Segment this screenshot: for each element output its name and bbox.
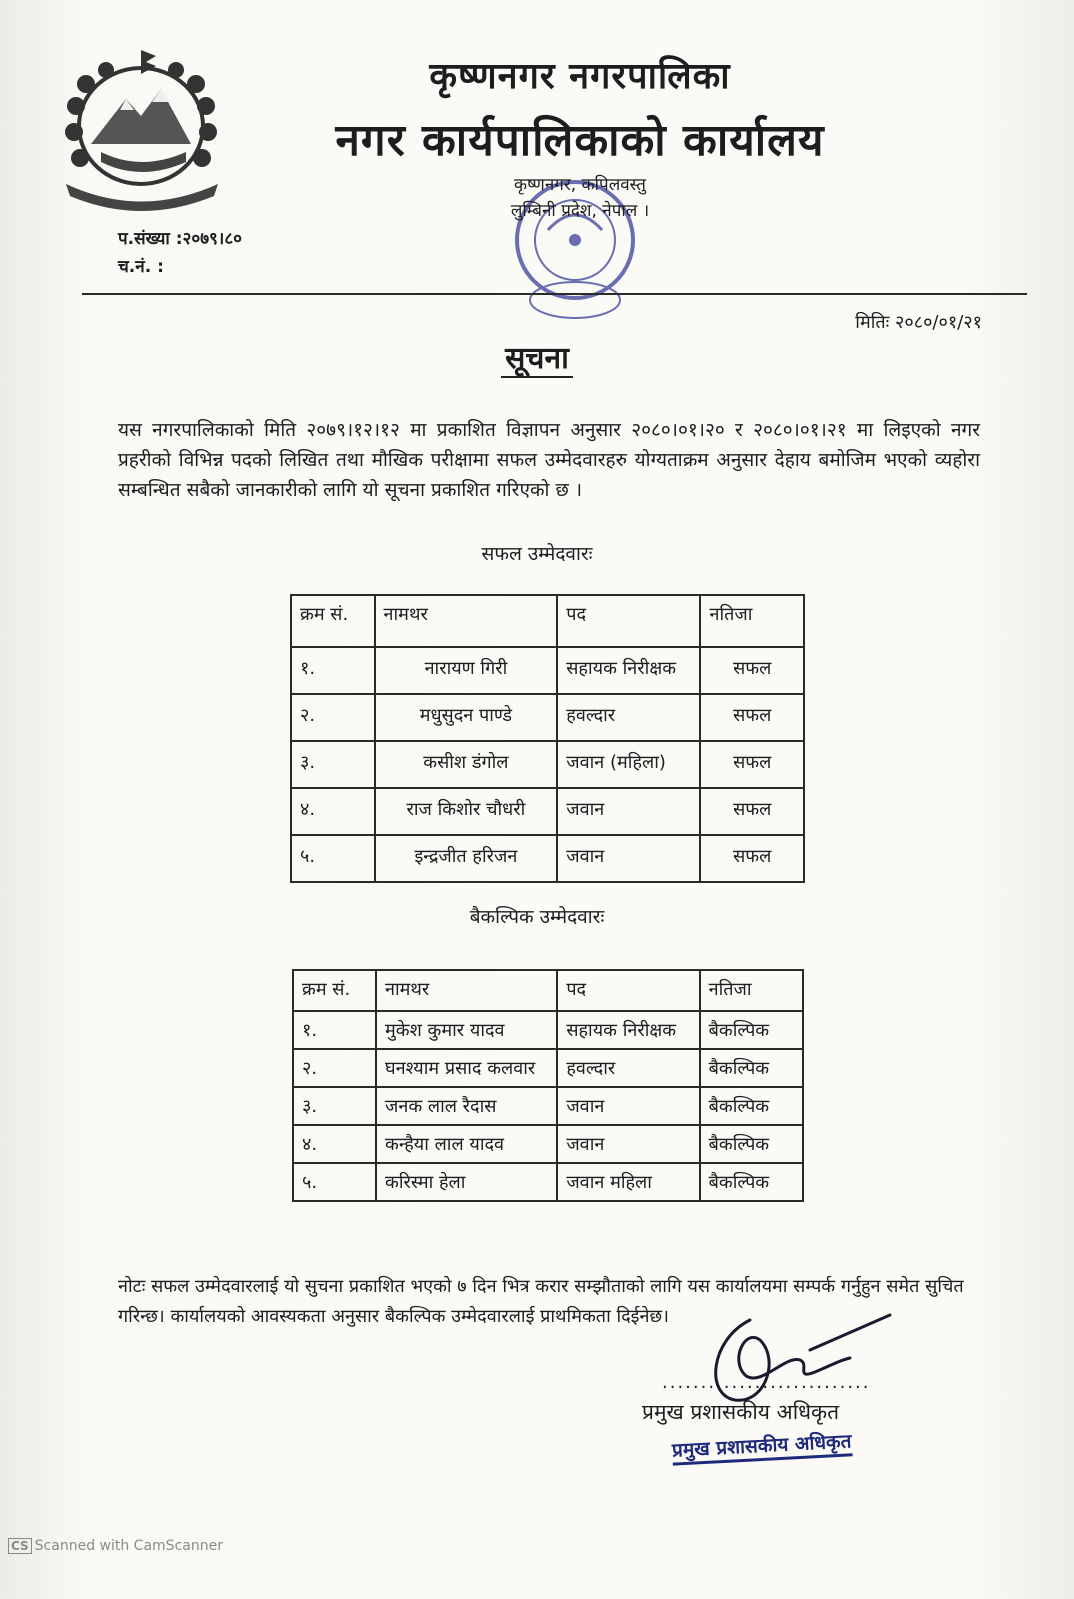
cell-post: जवान [557,788,700,835]
office-address [470,172,690,224]
col-post: पद [557,970,699,1011]
cell-result: सफल [700,741,804,788]
header-divider [82,293,1027,295]
notice-footnote: नोटः सफल उम्मेदवारलाई यो सुचना प्रकाशित भएको ७ दिन भित्र करार सम्झौताको लागि यस कार्यालयमा सम्पर्क गर्नुहुन समेत सुचित गरिन्छ। कार्यालयको आवस्यकता अनुसार बैकल्पिक उम्मेदवारलाई प्राथमिकता दिईनेछ। [118,1276,964,1327]
table-row [291,647,804,694]
cell-post: जवान (महिला) [557,741,700,788]
table-header-row [293,970,803,1011]
table-row [291,835,804,882]
cell-name: करिस्मा हेला [376,1163,557,1201]
address-line-2: लुम्बिनी प्रदेश, नेपाल । [510,201,650,221]
signature-dotted-line: ........................... [662,1372,871,1393]
reference-number: प.संख्या :२०७९।८० [118,229,243,249]
scanner-watermark [8,1538,223,1554]
col-name: नामथर [375,595,558,647]
cell-result: बैकल्पिक [700,1049,803,1087]
cell-serial: ५. [293,1163,376,1201]
cell-result: बैकल्पिक [700,1125,803,1163]
camscanner-icon: CS [8,1538,32,1554]
notice-date: मितिः २०८०/०१/२१ [855,312,982,333]
cell-result: सफल [700,835,804,882]
cell-name: जनक लाल रैदास [376,1087,557,1125]
handwritten-signature [690,1300,910,1410]
signatory-designation: प्रमुख प्रशासकीय अधिकृत [642,1400,840,1424]
office-name: नगर कार्यपालिकाको कार्यालय [335,115,825,166]
dispatch-number: च.नं. : [118,257,164,277]
col-post: पद [557,595,700,647]
col-serial: क्रम सं. [291,595,375,647]
successful-candidates-table [290,594,805,883]
cell-serial: ४. [291,788,375,835]
cell-serial: ३. [291,741,375,788]
cell-result: बैकल्पिक [700,1087,803,1125]
cell-name: मधुसुदन पाण्डे [375,694,558,741]
col-serial: क्रम सं. [293,970,376,1011]
table-row [293,1011,803,1049]
cell-serial: २. [293,1049,376,1087]
cell-name: इन्द्रजीत हरिजन [375,835,558,882]
table-header-row [291,595,804,647]
cell-post: सहायक निरीक्षक [557,647,700,694]
scanner-text: Scanned with CamScanner [34,1538,223,1554]
table-row [293,1049,803,1087]
cell-serial: १. [293,1011,376,1049]
cell-name: कसीश डंगोल [375,741,558,788]
col-name: नामथर [376,970,557,1011]
nepal-emblem-logo [46,44,236,214]
table-row [291,788,804,835]
cell-result: सफल [700,694,804,741]
cell-serial: ५. [291,835,375,882]
cell-result: बैकल्पिक [700,1011,803,1049]
cell-post: सहायक निरीक्षक [557,1011,699,1049]
alternate-candidates-table [292,969,804,1202]
designation-rubber-stamp: प्रमुख प्रशासकीय अधिकृत [671,1427,852,1465]
cell-post: जवान महिला [557,1163,699,1201]
cell-result: सफल [700,788,804,835]
notice-title-text: सूचना [501,341,573,378]
cell-name: कन्हैया लाल यादव [376,1125,557,1163]
cell-post: हवल्दार [557,694,700,741]
cell-name: नारायण गिरी [375,647,558,694]
col-result: नतिजा [700,595,804,647]
successful-heading: सफल उम्मेदवारः [481,543,593,565]
alternate-heading: बैकल्पिक उम्मेदवारः [469,906,605,928]
cell-post: जवान [557,835,700,882]
cell-name: मुकेश कुमार यादव [376,1011,557,1049]
cell-name: राज किशोर चौधरी [375,788,558,835]
cell-post: हवल्दार [557,1049,699,1087]
cell-serial: १. [291,647,375,694]
cell-post: जवान [557,1125,699,1163]
table-row [293,1087,803,1125]
cell-name: घनश्याम प्रसाद कलवार [376,1049,557,1087]
notice-title [0,336,1074,377]
notice-body: यस नगरपालिकाको मिति २०७९।१२।१२ मा प्रकाशित विज्ञापन अनुसार २०८०।०१।२० र २०८०।०१।२१ मा लिइएको नगर प्रहरीको विभिन्न पदको लिखित तथा मौखिक परीक्षामा सफल उम्मेदवारहरु योग्यताक्रम अनुसार देहाय बमोजिम भएको व्यहोरा सम्बन्धित सबैको जानकारीको लागि यो सूचना प्रकाशित गरिएको छ । [118,419,980,501]
col-result: नतिजा [700,970,803,1011]
cell-post: जवान [557,1087,699,1125]
table-row [291,694,804,741]
cell-serial: २. [291,694,375,741]
cell-serial: ४. [293,1125,376,1163]
cell-result: सफल [700,647,804,694]
table-row [293,1163,803,1201]
cell-result: बैकल्पिक [700,1163,803,1201]
cell-serial: ३. [293,1087,376,1125]
municipality-name: कृष्णनगर नगरपालिका [429,56,731,97]
address-line-1: कृष्णनगर, कपिलवस्तु [514,175,646,195]
table-row [291,741,804,788]
table-row [293,1125,803,1163]
